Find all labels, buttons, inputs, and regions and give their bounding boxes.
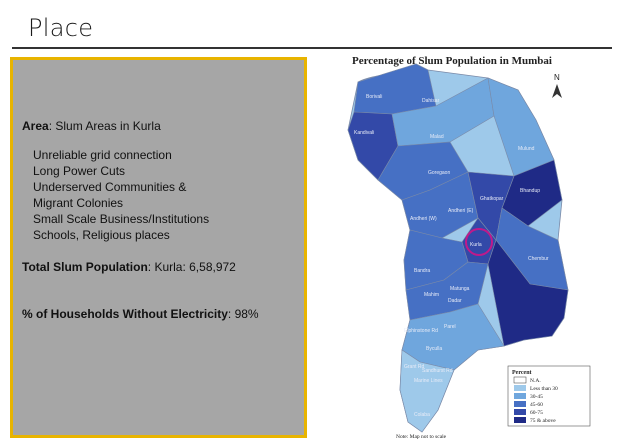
title-divider	[12, 47, 612, 49]
ward-label: Ghatkopar	[480, 196, 504, 202]
ward-label: Marine Lines	[414, 378, 443, 384]
bullet-item: Migrant Colonies	[33, 196, 124, 210]
info-panel	[10, 57, 307, 438]
ward-label: Colaba	[414, 412, 430, 418]
legend-swatch-na	[514, 377, 526, 383]
legend-title: Percent	[512, 370, 532, 376]
legend-swatch	[514, 409, 526, 415]
area-value: : Slum Areas in Kurla	[48, 119, 161, 133]
ward-label: Kandivali	[354, 130, 375, 136]
ward-label: Sandhurst Rd	[422, 368, 453, 374]
legend-swatch	[514, 401, 526, 407]
ward-label: Kurla	[470, 242, 482, 248]
legend-label: Less than 30	[530, 386, 558, 392]
legend-label: 45-60	[530, 402, 543, 408]
population-value: : Kurla: 6,58,972	[147, 260, 236, 274]
ward-label: Matunga	[450, 286, 470, 292]
legend-label: 30-45	[530, 394, 543, 400]
bullet-item: Small Scale Business/Institutions	[33, 212, 210, 226]
ward-label: Mulund	[518, 146, 535, 152]
ward-label: Elphinstone Rd	[404, 328, 438, 334]
legend-label: N.A.	[530, 378, 541, 384]
population-label: Total Slum Population	[22, 260, 148, 274]
ward-label: Dadar	[448, 298, 462, 304]
ward-label: Byculla	[426, 346, 443, 352]
map-note: Note: Map not to scale	[396, 434, 447, 440]
bullet-item: Long Power Cuts	[33, 164, 126, 178]
legend-swatch	[514, 417, 526, 423]
ward-label: Bandra	[414, 268, 431, 274]
north-label: N	[554, 73, 560, 82]
north-arrow-icon	[552, 73, 562, 98]
ward-label: Andheri (E)	[448, 208, 474, 214]
legend-label: 75 & above	[530, 418, 556, 424]
population-line	[22, 259, 236, 275]
slide-title: Place	[28, 14, 94, 42]
ward-label: Mahim	[424, 292, 440, 298]
area-line	[22, 118, 161, 134]
ward-label: Chembur	[528, 256, 549, 262]
ward-label: Malad	[430, 134, 444, 140]
legend-swatch	[514, 393, 526, 399]
electricity-line	[22, 306, 259, 322]
ward-label: Bhandup	[520, 188, 541, 194]
bullet-item: Unreliable grid connection	[33, 148, 172, 162]
area-label: Area	[22, 119, 49, 133]
electricity-label: % of Households Without Electricity	[22, 307, 228, 321]
bullet-item: Schools, Religious places	[33, 228, 170, 242]
map-legend	[508, 366, 590, 426]
slum-map	[318, 50, 630, 442]
ward-label: Borivali	[366, 94, 383, 100]
ward-borivali	[354, 64, 436, 114]
map-title: Percentage of Slum Population in Mumbai	[352, 55, 552, 67]
electricity-value: : 98%	[227, 307, 259, 321]
ward-label: Goregaon	[428, 170, 451, 176]
ward-label: Dahisar	[422, 98, 440, 104]
legend-swatch	[514, 385, 526, 391]
ward-label: Parel	[444, 324, 456, 330]
ward-label: Grant Rd	[404, 364, 425, 370]
legend-label: 60-75	[530, 410, 543, 416]
bullet-item: Underserved Communities &	[33, 180, 187, 194]
ward-label: Andheri (W)	[410, 216, 437, 222]
